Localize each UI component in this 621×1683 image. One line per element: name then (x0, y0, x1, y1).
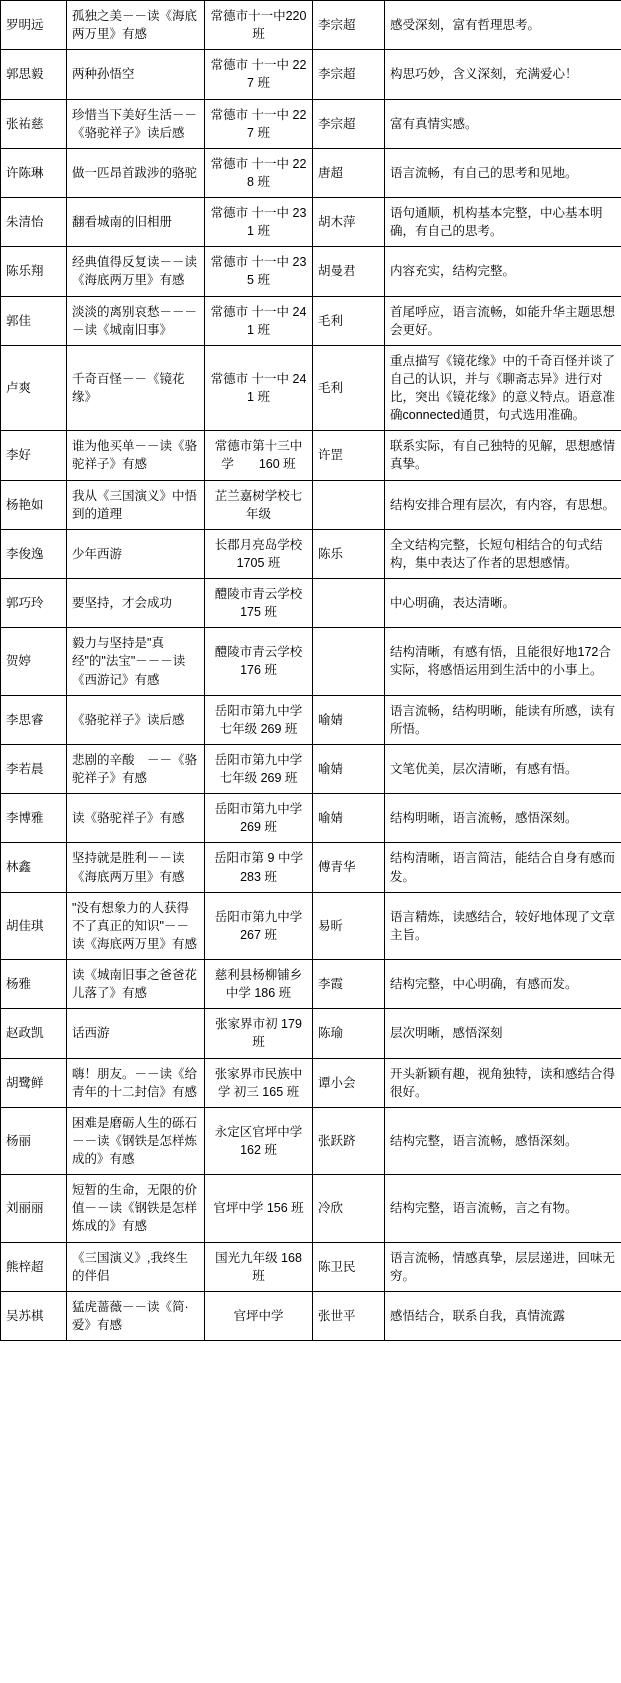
school-class-cell: 芷兰嘉树学校七年级 (205, 480, 313, 529)
teacher-name-cell (313, 628, 385, 695)
work-title-cell: 千奇百怪－－《镜花缘》 (67, 345, 205, 431)
table-row (1, 843, 621, 892)
student-name-cell: 熊梓超 (1, 1242, 67, 1291)
school-class-cell: 常德市 十一中 227 班 (205, 50, 313, 99)
table-row (1, 198, 621, 247)
comment-cell: 构思巧妙，含义深刻，充满爱心！ (385, 50, 621, 99)
student-name-cell: 林鑫 (1, 843, 67, 892)
school-class-cell: 岳阳市第九中学七年级 269 班 (205, 695, 313, 744)
school-class-cell: 醴陵市青云学校 175 班 (205, 579, 313, 628)
work-title-cell: 《骆驼祥子》读后感 (67, 695, 205, 744)
work-title-cell: 谁为他买单－－读《骆驼祥子》有感 (67, 431, 205, 480)
student-name-cell: 陈乐翔 (1, 247, 67, 296)
teacher-name-cell: 胡曼君 (313, 247, 385, 296)
student-name-cell: 杨艳如 (1, 480, 67, 529)
comment-cell: 感受深刻，富有哲理思考。 (385, 1, 621, 50)
comment-cell: 感悟结合，联系自我，真情流露 (385, 1291, 621, 1340)
student-name-cell: 李好 (1, 431, 67, 480)
teacher-name-cell: 易昕 (313, 892, 385, 959)
school-class-cell: 长郡月亮岛学校 1705 班 (205, 529, 313, 578)
table-row (1, 529, 621, 578)
school-class-cell: 岳阳市第九中学 267 班 (205, 892, 313, 959)
teacher-name-cell: 张跃跻 (313, 1107, 385, 1174)
teacher-name-cell: 陈瑜 (313, 1009, 385, 1058)
table-row (1, 1291, 621, 1340)
comment-cell: 语言流畅，结构明晰，能读有所感，读有所悟。 (385, 695, 621, 744)
school-class-cell: 常德市 十一中 241 班 (205, 296, 313, 345)
teacher-name-cell: 张世平 (313, 1291, 385, 1340)
teacher-name-cell: 李宗超 (313, 50, 385, 99)
work-title-cell: 珍惜当下美好生活－－《骆驼祥子》读后感 (67, 99, 205, 148)
comment-cell: 结构完整，中心明确，有感而发。 (385, 960, 621, 1009)
work-title-cell: 少年西游 (67, 529, 205, 578)
school-class-cell: 张家界市初 179 班 (205, 1009, 313, 1058)
work-title-cell: 嗨！朋友。－－读《给青年的十二封信》有感 (67, 1058, 205, 1107)
work-title-cell: 翻看城南的旧相册 (67, 198, 205, 247)
work-title-cell: 孤独之美－－读《海底两万里》有感 (67, 1, 205, 50)
work-title-cell: 《三国演义》,我终生的伴侣 (67, 1242, 205, 1291)
student-name-cell: 郭思毅 (1, 50, 67, 99)
student-name-cell: 胡佳琪 (1, 892, 67, 959)
table-row (1, 1107, 621, 1174)
teacher-name-cell: 傅青华 (313, 843, 385, 892)
work-title-cell: 两种孙悟空 (67, 50, 205, 99)
comment-cell: 结构清晰，有感有悟，且能很好地172合实际，将感悟运用到生活中的小事上。 (385, 628, 621, 695)
school-class-cell: 常德市第十三中学 160 班 (205, 431, 313, 480)
work-title-cell: 坚持就是胜利－－读《海底两万里》有感 (67, 843, 205, 892)
school-class-cell: 国光九年级 168 班 (205, 1242, 313, 1291)
student-name-cell: 胡鹭鲜 (1, 1058, 67, 1107)
student-name-cell: 许陈琳 (1, 148, 67, 197)
table-row (1, 628, 621, 695)
teacher-name-cell: 喻婧 (313, 794, 385, 843)
comment-cell: 语言精炼，读感结合，较好地体现了文章主旨。 (385, 892, 621, 959)
school-class-cell: 官坪中学 (205, 1291, 313, 1340)
teacher-name-cell: 许罡 (313, 431, 385, 480)
student-name-cell: 杨雅 (1, 960, 67, 1009)
school-class-cell: 常德市十一中220 班 (205, 1, 313, 50)
work-title-cell: 猛虎蔷薇－－读《简·爱》有感 (67, 1291, 205, 1340)
school-class-cell: 张家界市民族中学 初三 165 班 (205, 1058, 313, 1107)
work-title-cell: 经典值得反复读－－读《海底两万里》有感 (67, 247, 205, 296)
teacher-name-cell: 李宗超 (313, 99, 385, 148)
teacher-name-cell: 陈乐 (313, 529, 385, 578)
teacher-name-cell: 毛利 (313, 296, 385, 345)
teacher-name-cell: 陈卫民 (313, 1242, 385, 1291)
table-row (1, 960, 621, 1009)
school-class-cell: 官坪中学 156 班 (205, 1175, 313, 1242)
comment-cell: 重点描写《镜花缘》中的千奇百怪并谈了自己的认识，并与《聊斋志异》进行对比，突出《镜花缘》的意义特点。语意准确connected通贯，句式选用准确。 (385, 345, 621, 431)
comment-cell: 内容充实，结构完整。 (385, 247, 621, 296)
table-row (1, 1175, 621, 1242)
teacher-name-cell: 冷欣 (313, 1175, 385, 1242)
table-row (1, 1009, 621, 1058)
work-title-cell: 悲剧的辛酸 －－《骆驼祥子》有感 (67, 744, 205, 793)
comment-cell: 中心明确，表达清晰。 (385, 579, 621, 628)
teacher-name-cell: 毛利 (313, 345, 385, 431)
teacher-name-cell: 胡木萍 (313, 198, 385, 247)
table-row (1, 247, 621, 296)
school-class-cell: 醴陵市青云学校 176 班 (205, 628, 313, 695)
student-name-cell: 李若晨 (1, 744, 67, 793)
comment-cell: 语言流畅，有自己的思考和见地。 (385, 148, 621, 197)
comment-cell: 结构完整，语言流畅，感悟深刻。 (385, 1107, 621, 1174)
work-title-cell: 读《城南旧事之爸爸花儿落了》有感 (67, 960, 205, 1009)
table-body (1, 1, 621, 1341)
comment-cell: 首尾呼应，语言流畅，如能升华主题思想会更好。 (385, 296, 621, 345)
comment-cell: 文笔优美，层次清晰，有感有悟。 (385, 744, 621, 793)
school-class-cell: 岳阳市第九中学 269 班 (205, 794, 313, 843)
teacher-name-cell: 喻婧 (313, 695, 385, 744)
school-class-cell: 常德市 十一中 228 班 (205, 148, 313, 197)
table-row (1, 1, 621, 50)
teacher-name-cell: 李霞 (313, 960, 385, 1009)
student-name-cell: 卢爽 (1, 345, 67, 431)
school-class-cell: 常德市 十一中 231 班 (205, 198, 313, 247)
table-row (1, 431, 621, 480)
student-name-cell: 郭巧玲 (1, 579, 67, 628)
work-title-cell: 淡淡的离别哀愁－－－－读《城南旧事》 (67, 296, 205, 345)
work-title-cell: "没有想象力的人获得不了真正的知识"－－读《海底两万里》有感 (67, 892, 205, 959)
table-row (1, 148, 621, 197)
comment-cell: 结构完整，语言流畅，言之有物。 (385, 1175, 621, 1242)
student-name-cell: 李博雅 (1, 794, 67, 843)
school-class-cell: 常德市 十一中 241 班 (205, 345, 313, 431)
student-name-cell: 吴苏棋 (1, 1291, 67, 1340)
student-name-cell: 刘丽丽 (1, 1175, 67, 1242)
work-title-cell: 我从《三国演义》中悟到的道理 (67, 480, 205, 529)
teacher-name-cell: 谭小会 (313, 1058, 385, 1107)
table-row (1, 99, 621, 148)
teacher-name-cell (313, 480, 385, 529)
student-name-cell: 赵政凯 (1, 1009, 67, 1058)
comment-cell: 联系实际，有自己独特的见解，思想感情真挚。 (385, 431, 621, 480)
work-title-cell: 短暂的生命，无限的价值－－读《钢铁是怎样炼成的》有感 (67, 1175, 205, 1242)
teacher-name-cell: 唐超 (313, 148, 385, 197)
comment-cell: 层次明晰，感悟深刻 (385, 1009, 621, 1058)
table-row (1, 480, 621, 529)
table-row (1, 345, 621, 431)
student-name-cell: 李思睿 (1, 695, 67, 744)
comment-cell: 结构安排合理有层次，有内容，有思想。 (385, 480, 621, 529)
comment-cell: 语言流畅，情感真挚，层层递进，回味无穷。 (385, 1242, 621, 1291)
comment-cell: 全文结构完整，长短句相结合的句式结构，集中表达了作者的思想感情。 (385, 529, 621, 578)
comment-cell: 语句通顺，机构基本完整，中心基本明确，有自己的思考。 (385, 198, 621, 247)
comment-cell: 结构明晰，语言流畅，感悟深刻。 (385, 794, 621, 843)
work-title-cell: 要坚持，才会成功 (67, 579, 205, 628)
work-title-cell: 毅力与坚持是"真经"的"法宝"－－－读《西游记》有感 (67, 628, 205, 695)
school-class-cell: 常德市 十一中 235 班 (205, 247, 313, 296)
school-class-cell: 岳阳市第 9 中学 283 班 (205, 843, 313, 892)
teacher-name-cell: 李宗超 (313, 1, 385, 50)
student-name-cell: 李俊逸 (1, 529, 67, 578)
comment-cell: 结构清晰，语言简洁，能结合自身有感而发。 (385, 843, 621, 892)
work-title-cell: 做一匹昂首跋涉的骆驼 (67, 148, 205, 197)
student-name-cell: 朱清怡 (1, 198, 67, 247)
school-class-cell: 岳阳市第九中学七年级 269 班 (205, 744, 313, 793)
table-row (1, 744, 621, 793)
comment-cell: 开头新颖有趣，视角独特，读和感结合得很好。 (385, 1058, 621, 1107)
school-class-cell: 永定区官坪中学 162 班 (205, 1107, 313, 1174)
table-row (1, 695, 621, 744)
student-name-cell: 郭佳 (1, 296, 67, 345)
work-title-cell: 读《骆驼祥子》有感 (67, 794, 205, 843)
work-title-cell: 困难是磨砺人生的砾石－－读《钢铁是怎样炼成的》有感 (67, 1107, 205, 1174)
school-class-cell: 慈利县杨柳铺乡中学 186 班 (205, 960, 313, 1009)
table-row (1, 296, 621, 345)
work-title-cell: 话西游 (67, 1009, 205, 1058)
table-row (1, 1058, 621, 1107)
table-row (1, 1242, 621, 1291)
table-row (1, 579, 621, 628)
student-name-cell: 杨丽 (1, 1107, 67, 1174)
school-class-cell: 常德市 十一中 227 班 (205, 99, 313, 148)
student-name-cell: 罗明远 (1, 1, 67, 50)
student-name-cell: 张祐慈 (1, 99, 67, 148)
student-name-cell: 贺婷 (1, 628, 67, 695)
table-row (1, 892, 621, 959)
teacher-name-cell (313, 579, 385, 628)
table-row (1, 794, 621, 843)
table-row (1, 50, 621, 99)
comment-cell: 富有真情实感。 (385, 99, 621, 148)
teacher-name-cell: 喻婧 (313, 744, 385, 793)
